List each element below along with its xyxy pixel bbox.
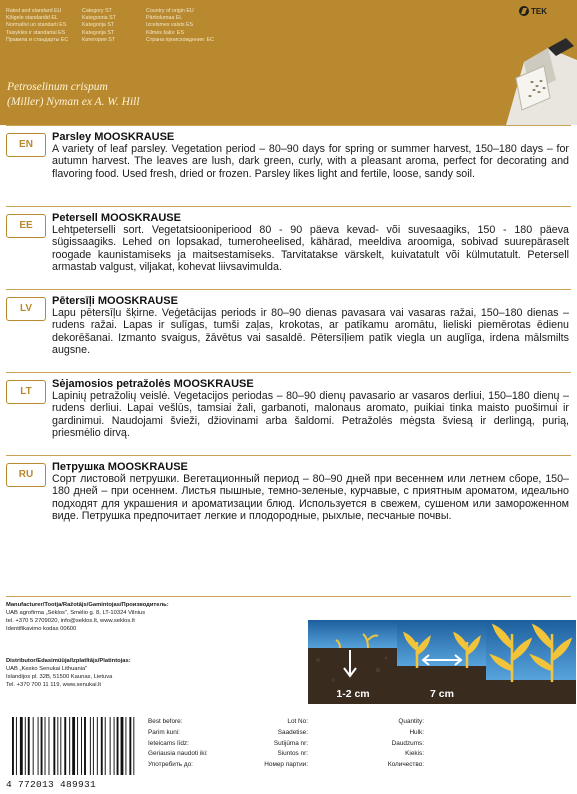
section-title: Pētersīļi MOOSKRAUSE	[52, 295, 178, 307]
best-before-labels	[148, 717, 208, 771]
divider	[6, 206, 571, 207]
field-label: Номер партии:	[264, 761, 308, 769]
standard-cell: Päritolumaa EL	[146, 15, 183, 22]
field-label: Ieteicams līdz:	[148, 739, 189, 747]
field-label: Geriausia naudoti iki:	[148, 750, 208, 758]
divider	[6, 596, 571, 597]
sowing-depth-panel	[308, 620, 398, 704]
field-label: Hulk:	[409, 728, 424, 736]
growth-panel	[486, 620, 576, 704]
section-text: Lapinių petražolių veislė. Vegetacijos periodas – 80–90 dienų pavasario ar vasaros derliui, 150–180 dienų – rudens derliui. Lapai vešlūs, tamsiai žali, garbanoti, malonaus aromato, puikiai tinka maisto puošimui ir gardinimui. Naudojami švieži, džiovinami arba šaldomi. Petražolės mėgsta šviesą ir derlingą, purią, priesmėlio dirvą.	[52, 390, 569, 440]
standards-table	[6, 8, 236, 44]
lang-badge: EN	[6, 133, 46, 157]
distributor-address: Islandijos pl. 32B, 51500 Kaunas, Lietuva	[6, 674, 113, 680]
field-label: Saadetise:	[277, 728, 308, 736]
barcode-icon	[6, 715, 138, 777]
field-label: Siuntos nr:	[277, 750, 308, 758]
section-title: Parsley MOOSKRAUSE	[52, 131, 175, 143]
lang-badge: LT	[6, 380, 46, 404]
header-band	[0, 0, 577, 125]
lang-badge: RU	[6, 463, 46, 487]
field-label: Best before:	[148, 718, 183, 725]
latin-name	[7, 80, 140, 110]
manufacturer-id: Identifikavimo kodas 00600	[6, 626, 77, 632]
section-title: Sėjamosios petražolės MOOSKRAUSE	[52, 378, 254, 390]
barcode-number: 4 772013 489931	[6, 779, 97, 790]
sowing-depth-label: 1-2 cm	[336, 688, 370, 700]
standard-cell: Kategooria ST	[82, 15, 116, 22]
standard-cell: Country of origin EU	[146, 8, 194, 14]
field-label: Quantity:	[398, 718, 424, 725]
field-label: Употребить до:	[148, 761, 193, 769]
field-label: Daudzums:	[391, 739, 424, 747]
standard-cell: Страна происхождения: ЕС	[146, 36, 214, 43]
latin-name-line-1: Petroselinum crispum	[7, 81, 108, 93]
manufacturer-address: UAB agrofirma „Sėklos", Smėlio g. 8, LT-10324 Vilnius	[6, 610, 146, 616]
standard-cell: Normatīvi un standarti ES	[6, 22, 67, 29]
brand-name: TEK	[531, 6, 547, 16]
manufacturer-label: Manufacturer/Tootja/Ražotājs/Gamintojas/Производитель:	[6, 602, 169, 608]
standard-cell: Категория ST	[82, 36, 116, 43]
brand-mark-icon	[519, 6, 529, 16]
standard-cell: Taisyklės ir standartai ES	[6, 29, 66, 36]
standard-cell: Category ST	[82, 8, 112, 14]
distributor-label: Distributor/Edasimüüja/Izplatītājs/Platintojas:	[6, 658, 131, 664]
divider	[6, 125, 571, 126]
standard-cell: Kõigele standardid EL	[6, 15, 58, 22]
standard-cell: Kategorija ST	[82, 29, 115, 36]
divider	[6, 289, 571, 290]
section-text: A variety of leaf parsley. Vegetation period – 80–90 days for spring or summer harvest, 150–180 days – for autumn harvest. The leaves are lush, dark green, curly, with a pleasant aroma, perfect for decorating and flavoring food. Used fresh, dried or frozen. Parsley likes light and fertile, loose, sandy soil.	[52, 143, 569, 180]
distributor-name: UAB „Kesko Senukai Lithuania"	[6, 666, 88, 672]
latin-name-line-2: (Miller) Nyman ex A. W. Hill	[7, 96, 140, 108]
field-label: Sutijūma nr:	[273, 739, 308, 747]
spacing-panel	[397, 620, 487, 704]
standard-cell: Правила и стандарты ЕС	[6, 36, 69, 43]
section-text: Сорт листовой петрушки. Вегетационный период – 80–90 дней при весеннем или летнем сборе, 150–180 дней – при осеннем. Листья пышные, темно-зеленые, курчавые, с приятным ароматом, идеально подходят для украшения и ароматизации блюд. Используется в свежем, сушеном или замороженном виде. Петрушка предпочитает легкие и плодородные, рыхлые, песчаные почвы.	[52, 473, 569, 523]
divider	[6, 372, 571, 373]
mature-plant-icon	[486, 620, 576, 704]
quantity-labels	[360, 717, 424, 771]
barcode	[6, 715, 146, 794]
lang-badge: LV	[6, 297, 46, 321]
standard-cell: Rated and standard EU	[6, 8, 62, 14]
standard-cell: Kategorija ST	[82, 22, 115, 29]
lang-badge: EE	[6, 214, 46, 238]
field-label: Parim kuni:	[148, 728, 180, 736]
seed-packet-icon	[486, 20, 577, 125]
distributor-contact: Tel. +370 700 11 119, www.senukai.lt	[6, 682, 102, 688]
manufacturer-contact: tel. +370 5 2709020, info@seklos.lt, www.seklos.lt	[6, 618, 135, 624]
section-title: Петрушка MOOSKRAUSE	[52, 461, 188, 473]
brand-logo	[519, 6, 547, 16]
field-label: Lot No:	[287, 718, 308, 725]
standard-cell: Izcelsmes valsts ES	[146, 22, 194, 29]
section-title: Petersell MOOSKRAUSE	[52, 212, 181, 224]
manufacturer-block	[6, 601, 296, 633]
standard-cell: Kilmės šalis: ES	[146, 29, 184, 36]
distributor-block	[6, 657, 296, 689]
divider	[6, 455, 571, 456]
field-label: Количество:	[387, 761, 424, 769]
section-text: Lapu pētersīļu šķirne. Veģetācijas periods ir 80–90 dienas pavasara vai vasaras ražai, 150–180 dienas – rudens ražai. Lapas ir sulīgas, tumši zaļas, krokotas, ar patīkamu aromātu, lieliski piemērotas ēdienu dekorēšanai. Izmanto svaigus, žāvētus vai sasaldē. Pētersīļiem patīk viegla un auglīga, irdena mālsmilts augsne.	[52, 307, 569, 357]
lot-labels	[242, 717, 308, 771]
field-label: Kiekis:	[405, 750, 424, 758]
section-text: Lehtpeterselli sort. Vegetatsiooniperiood 80 - 90 päeva kevad- või suvesaagiks, 150 - 180 päeva sügissaagiks. Lehed on lopsakad, tumeroheelised, kähärad, meeldiva aroomiga, sobivad suurepäraselt roogade kaunistamiseks ja maitsestamiseks. Tarvitatakse värskelt, kuivatatult või külmutatult. Petersell armastab valgust, viljakat, kohevat liivsavimulda.	[52, 224, 569, 274]
plant-spacing-label: 7 cm	[430, 688, 454, 700]
